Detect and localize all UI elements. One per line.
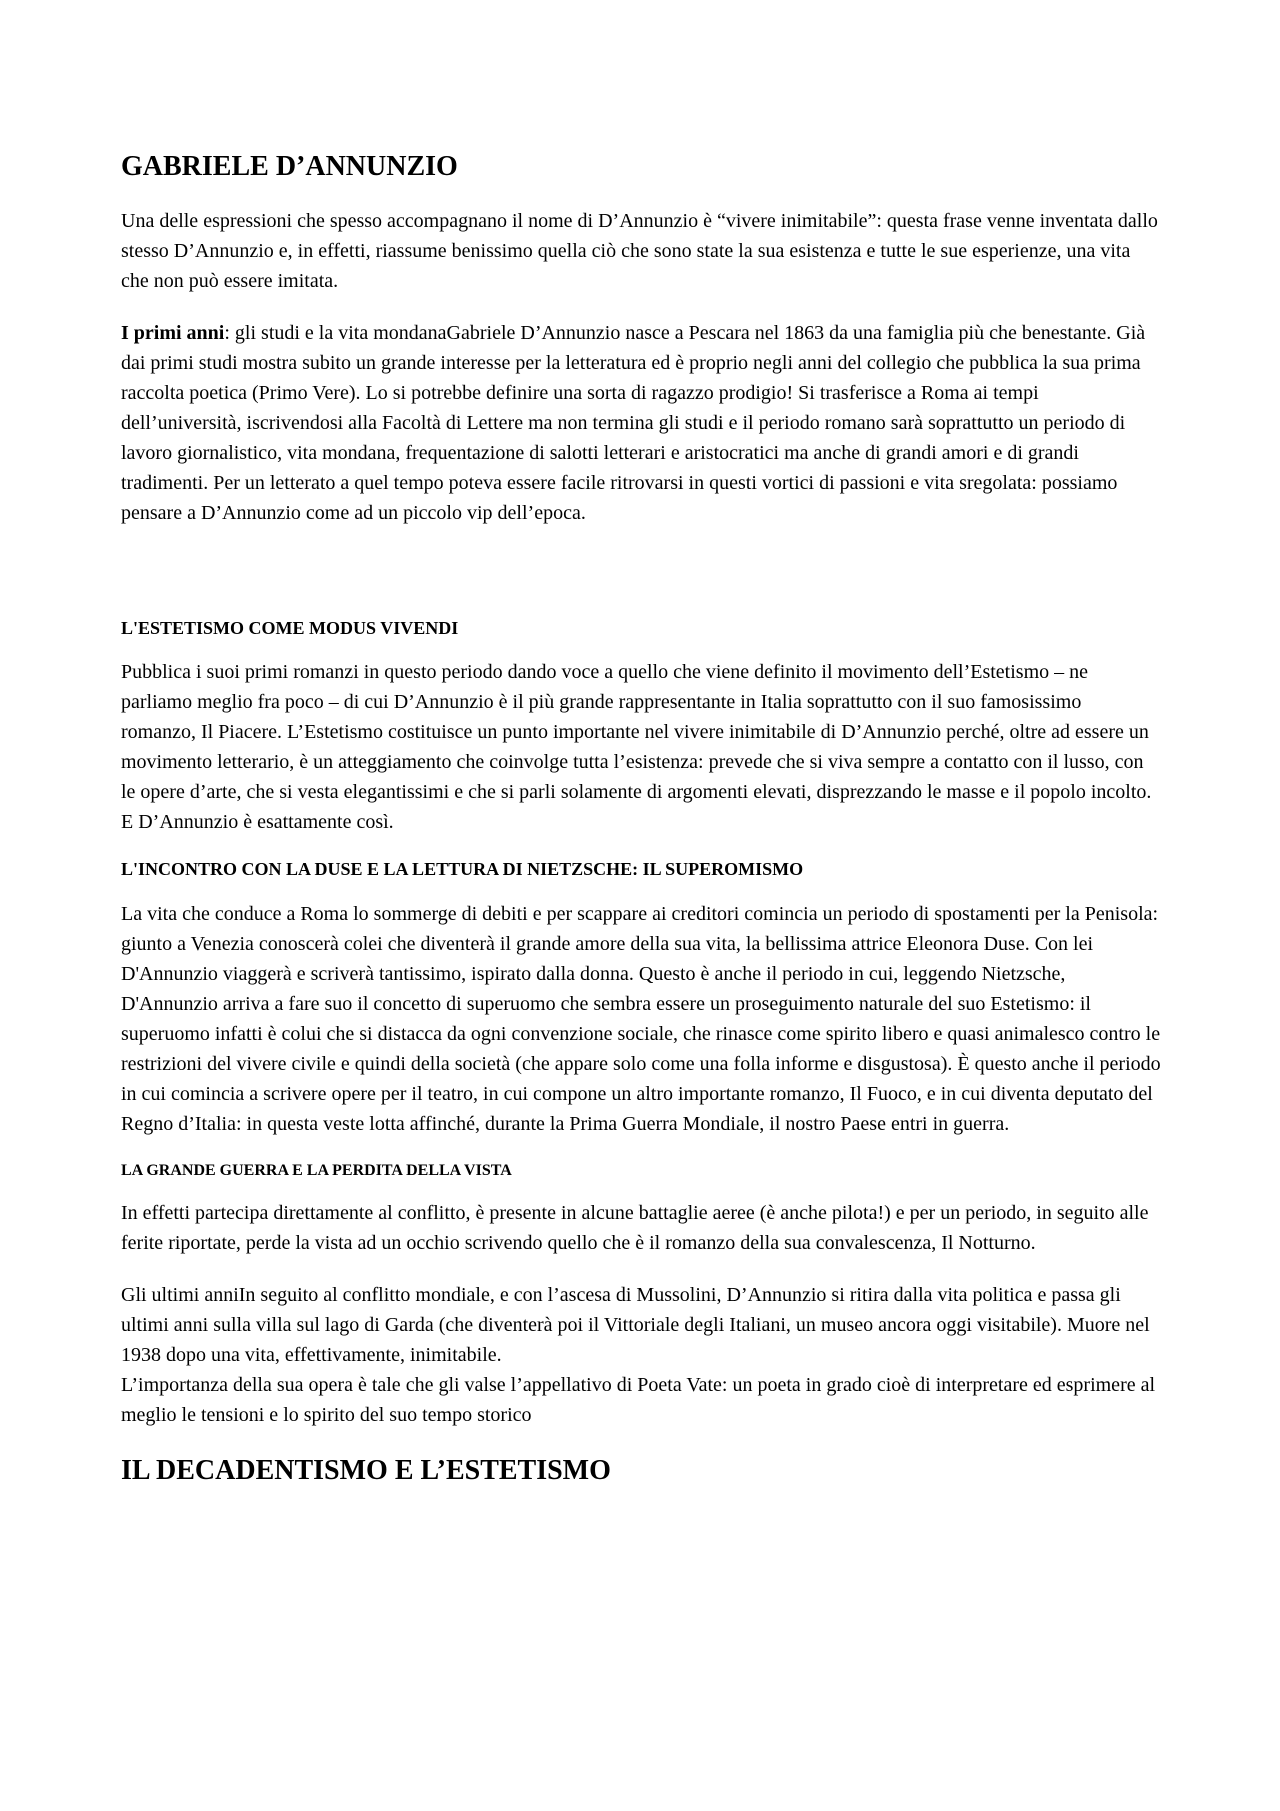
document-content xyxy=(121,150,1161,1510)
poeta-vate-text: L’importanza della sua opera è tale che gli valse l’appellativo di Poeta Vate: un poeta in grado cioè di interpretare ed esprimere al meglio le tensioni e lo spirito del suo tempo storico xyxy=(121,1373,1156,1426)
section-heading-duse: L'INCONTRO CON LA DUSE E LA LETTURA DI NIETZSCHE: IL SUPEROMISMO xyxy=(121,859,804,880)
page-title: GABRIELE D’ANNUNZIO xyxy=(121,151,458,182)
primi-anni-label: I primi anni xyxy=(121,321,225,344)
duse-paragraph: La vita che conduce a Roma lo sommerge di debiti e per scappare ai creditori comincia un periodo di spostamenti per la Penisola: giunto a Venezia conoscerà colei che diventerà il grande amore della sua vita, la bellissima attrice Eleonora Duse. Con lei D'Annunzio viaggerà e scriverà tantissimo, ispirato dalla donna. Questo è anche il periodo in cui, leggendo Nietzsche, D'Annunzio arriva a fare suo il concetto di superuomo che sembra essere un proseguimento naturale del suo Estetismo: il superuomo infatti è colui che si distacca da ogni convenzione sociale, che rinasce come spirito libero e quasi animalesco contro le restrizioni del vivere civile e quindi della società (che appare solo come una folla informe e disgustosa). È questo anche il periodo in cui comincia a scrivere opere per il teatro, in cui compone un altro importante romanzo, Il Fuoco, e in cui diventa deputato del Regno d’Italia: in questa veste lotta affinché, durante la Prima Guerra Mondiale, il nostro Paese entri in guerra. xyxy=(121,902,1161,1135)
ultimi-anni-text: Gli ultimi anniIn seguito al conflitto mondiale, e con l’ascesa di Mussolini, D’Annunzio si ritira dalla vita politica e passa gli ultimi anni sulla villa sul lago di Garda (che diventerà poi il Vittoriale degli Italiani, un museo ancora oggi visitabile). Muore nel 1938 dopo una vita, effettivamente, inimitabile. xyxy=(121,1283,1150,1366)
spacer xyxy=(121,550,1161,618)
guerra-paragraph: In effetti partecipa direttamente al conflitto, è presente in alcune battaglie aeree (è anche pilota!) e per un periodo, in seguito alle ferite riportate, perde la vista ad un occhio scrivendo quello che è il romanzo della sua convalescenza, Il Notturno. xyxy=(121,1201,1149,1254)
section-heading-guerra: LA GRANDE GUERRA E LA PERDITA DELLA VISTA xyxy=(121,1161,512,1179)
primi-anni-paragraph xyxy=(121,318,1161,528)
ultimi-anni-paragraph xyxy=(121,1280,1161,1430)
section-title-decadentismo: IL DECADENTISMO E L’ESTETISMO xyxy=(121,1454,611,1486)
intro-paragraph: Una delle espressioni che spesso accompagnano il nome di D’Annunzio è “vivere inimitabile”: questa frase venne inventata dallo stesso D’Annunzio e, in effetti, riassume benissimo quella ciò che sono state la sua esistenza e tutte le sue esperienze, una vita che non può essere imitata. xyxy=(121,209,1158,292)
estetismo-paragraph: Pubblica i suoi primi romanzi in questo periodo dando voce a quello che viene definito il movimento dell’Estetismo – ne parliamo meglio fra poco – di cui D’Annunzio è il più grande rappresentante in Italia soprattutto con il suo famosissimo romanzo, Il Piacere. L’Estetismo costituisce un punto importante nel vivere inimitabile di D’Annunzio perché, oltre ad essere un movimento letterario, è un atteggiamento che coinvolge tutta l’esistenza: prevede che si viva sempre a contatto con il lusso, con le opere d’arte, che si vesta elegantissimi e che si parli solamente di argomenti elevati, disprezzando le masse e il popolo incolto. E D’Annunzio è esattamente così. xyxy=(121,661,1152,834)
section-heading-estetismo: L'ESTETISMO COME MODUS VIVENDI xyxy=(121,617,459,638)
primi-anni-text: : gli studi e la vita mondanaGabriele D’Annunzio nasce a Pescara nel 1863 da una famiglia più che benestante. Già dai primi studi mostra subito un grande interesse per la letteratura ed è proprio negli anni del collegio che pubblica la sua prima raccolta poetica (Primo Vere). Lo si potrebbe definire una sorta di ragazzo prodigio! Si trasferisce a Roma ai tempi dell’università, iscrivendosi alla Facoltà di Lettere ma non termina gli studi e il periodo romano sarà soprattutto un periodo di lavoro giornalistico, vita mondana, frequentazione di salotti letterari e aristocratici ma anche di grandi amori e di grandi tradimenti. Per un letterato a quel tempo poteva essere facile ritrovarsi in questi vortici di passioni e vita sregolata: possiamo pensare a D’Annunzio come ad un piccolo vip dell’epoca. xyxy=(121,321,1146,524)
